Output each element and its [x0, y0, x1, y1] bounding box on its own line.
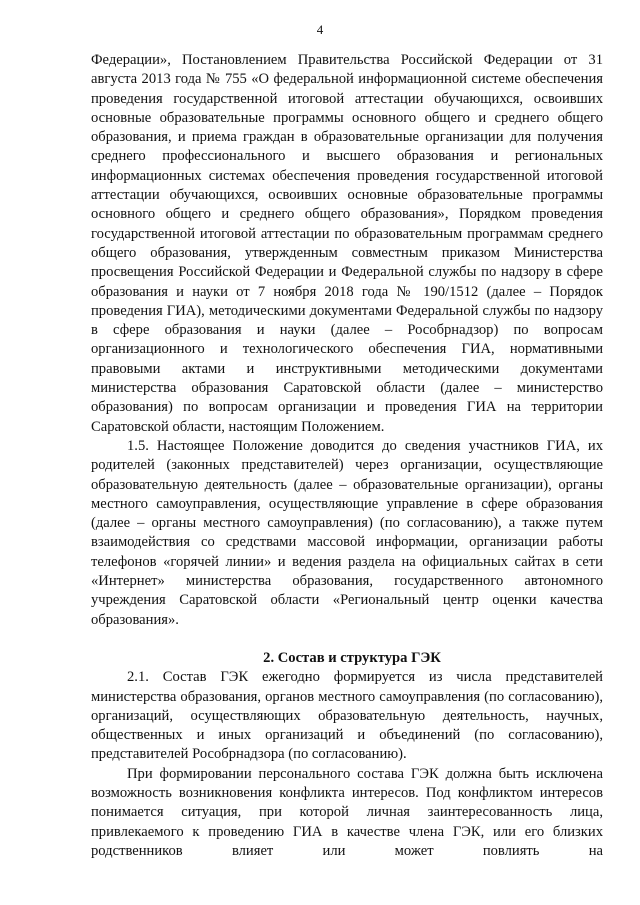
document-body	[91, 51, 603, 861]
paragraph-1-5: 1.5. Настоящее Положение доводится до сведения участников ГИА, их родителей (законных представителей) через организации, осуществляющие образовательную деятельность (далее – образовательные организации), органы местного самоуправления, осуществляющие управление в сфере образования (далее – органы местного самоуправления) (по согласованию), а также путем взаимодействия со средствами массовой информации, организации работы телефонов «горячей линии» и ведения раздела на официальных сайтах в сети «Интернет» министерства образования, государственного автономного учреждения Саратовской области «Региональный центр оценки качества образования».	[91, 437, 603, 628]
paragraph-conflict-of-interest: При формировании персонального состава ГЭК должна быть исключена возможность возникновения конфликта интересов. Под конфликтом интересов понимается ситуация, при которой личная заинтересованность лица, привлекаемого к проведению ГИА в качестве члена ГЭК, или его близких родственников влияет или может повлиять на	[91, 765, 603, 859]
page-number: 4	[316, 22, 324, 37]
section-heading: 2. Состав и структура ГЭК	[263, 649, 441, 666]
paragraph-legal-basis: Федерации», Постановлением Правительства Российской Федерации от 31 августа 2013 года № 755 «О федеральной информационной системе обеспечения проведения государственной итоговой аттестации обучающихся, освоивших основные образовательные программы основного общего и среднего общего образования, и приема граждан в образовательные организации для получения среднего профессионального и высшего образования и региональных информационных системах обеспечения проведения государственной итоговой аттестации обучающихся, освоивших основные образовательные программы основного общего и среднего общего образования», Порядком проведения государственной итоговой аттестации по образовательным программам среднего общего образования, утвержденным совместным приказом Министерства просвещения Российской Федерации и Федеральной службы по надзору в сфере образования и науки от 7 ноября 2018 года № 190/1512 (далее – Порядок проведения ГИА), методическими документами Федеральной службы по надзору в сфере образования и науки (далее – Рособрнадзор) по вопросам организационного и технологического обеспечения ГИА, нормативными правовыми актами и инструктивными методическими документами министерства образования Саратовской области (далее – министерство образования) по вопросам организации и проведения ГИА на территории Саратовской области, настоящим Положением.	[91, 52, 603, 435]
paragraph-2-1: 2.1. Состав ГЭК ежегодно формируется из числа представителей министерства образования, органов местного самоуправления (по согласованию), организаций, осуществляющих образовательную деятельность, научных, общественных и иных организаций и объединений (по согласованию), представителей Рособрнадзора (по согласованию).	[91, 669, 603, 763]
